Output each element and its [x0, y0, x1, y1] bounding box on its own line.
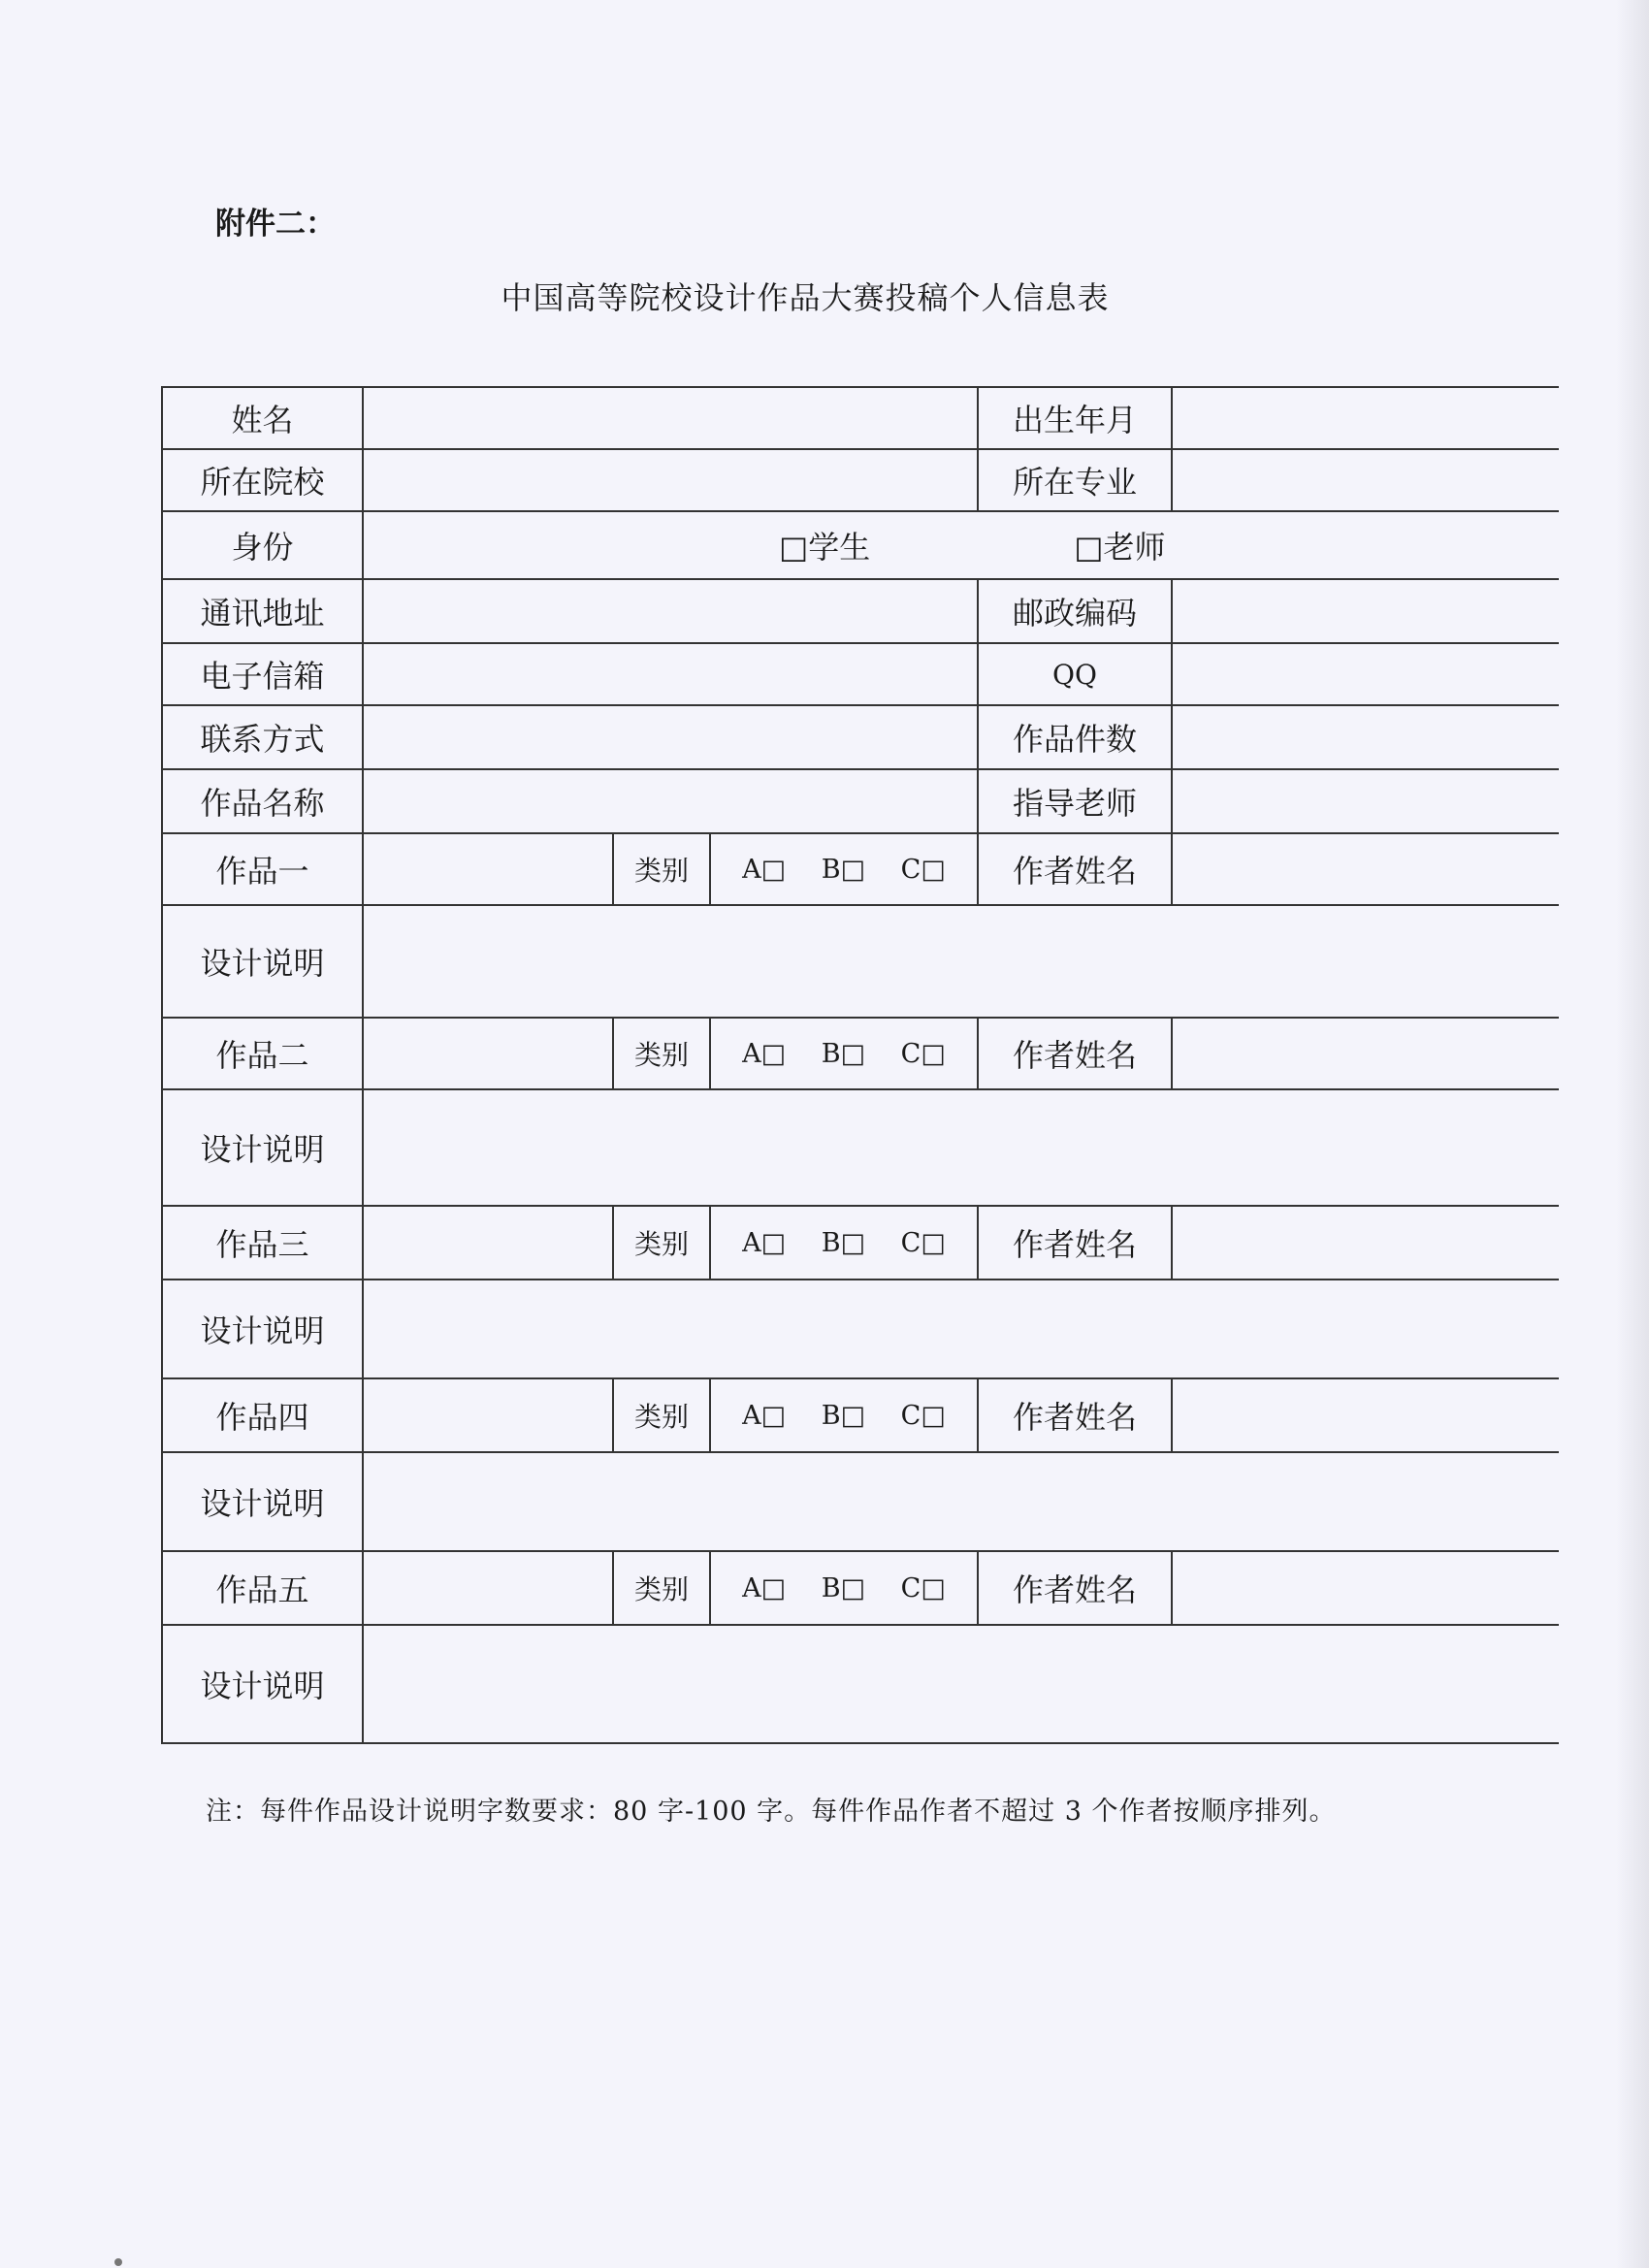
description-field[interactable]: [363, 1625, 1559, 1743]
category-label: 类别: [613, 833, 710, 905]
address-field[interactable]: [363, 579, 978, 643]
work-title-field[interactable]: [363, 1018, 613, 1089]
row-email: [162, 643, 1559, 705]
author-label: 作者姓名: [978, 1378, 1172, 1452]
identity-label: 身份: [162, 511, 363, 579]
author-field[interactable]: [1172, 1206, 1559, 1280]
info-form-table: [161, 386, 1559, 1744]
work-title-field[interactable]: [363, 1551, 613, 1625]
work-label: 作品四: [162, 1378, 363, 1452]
work-row: [162, 1018, 1559, 1089]
work-row: [162, 1551, 1559, 1625]
page-edge-shadow: [1616, 0, 1649, 2268]
work-row: [162, 1206, 1559, 1280]
form-title: 中国高等院校设计作品大赛投稿个人信息表: [501, 279, 1110, 316]
work-title-field[interactable]: [363, 1206, 613, 1280]
description-label: 设计说明: [162, 1625, 363, 1743]
author-field[interactable]: [1172, 1018, 1559, 1089]
author-label: 作者姓名: [978, 1018, 1172, 1089]
description-field[interactable]: [363, 1089, 1559, 1206]
major-label: 所在专业: [978, 449, 1172, 511]
work-row: [162, 1378, 1559, 1452]
work-label: 作品五: [162, 1551, 363, 1625]
work-label: 作品一: [162, 833, 363, 905]
identity-student-checkbox[interactable]: □学生: [779, 529, 871, 566]
author-field[interactable]: [1172, 833, 1559, 905]
footer-note: 注：每件作品设计说明字数要求：80 字-100 字。每件作品作者不超过 3 个作者按顺序排列。: [206, 1797, 1337, 1827]
category-options[interactable]: A□ B□ C□: [710, 1551, 978, 1625]
row-school: [162, 449, 1559, 511]
description-field[interactable]: [363, 905, 1559, 1018]
qq-field[interactable]: [1172, 643, 1559, 705]
advisor-label: 指导老师: [978, 769, 1172, 833]
row-contact: [162, 705, 1559, 769]
category-options[interactable]: A□ B□ C□: [710, 1206, 978, 1280]
identity-options: [363, 511, 1559, 579]
category-label: 类别: [613, 1018, 710, 1089]
category-label: 类别: [613, 1378, 710, 1452]
works-count-label: 作品件数: [978, 705, 1172, 769]
description-row: [162, 1452, 1559, 1551]
postcode-field[interactable]: [1172, 579, 1559, 643]
contact-label: 联系方式: [162, 705, 363, 769]
description-field[interactable]: [363, 1280, 1559, 1378]
category-options[interactable]: A□ B□ C□: [710, 1378, 978, 1452]
description-label: 设计说明: [162, 1280, 363, 1378]
description-row: [162, 1625, 1559, 1743]
name-field[interactable]: [363, 387, 978, 449]
author-field[interactable]: [1172, 1378, 1559, 1452]
work-title-field[interactable]: [363, 833, 613, 905]
attachment-label: 附件二：: [215, 207, 336, 242]
row-name: [162, 387, 1559, 449]
work-label: 作品二: [162, 1018, 363, 1089]
name-label: 姓名: [162, 387, 363, 449]
description-row: [162, 1280, 1559, 1378]
row-identity: [162, 511, 1559, 579]
author-field[interactable]: [1172, 1551, 1559, 1625]
category-options[interactable]: A□ B□ C□: [710, 1018, 978, 1089]
address-label: 通讯地址: [162, 579, 363, 643]
author-label: 作者姓名: [978, 1206, 1172, 1280]
advisor-field[interactable]: [1172, 769, 1559, 833]
contact-field[interactable]: [363, 705, 978, 769]
author-label: 作者姓名: [978, 1551, 1172, 1625]
scan-speck: [114, 2258, 122, 2266]
description-row: [162, 905, 1559, 1018]
category-label: 类别: [613, 1206, 710, 1280]
description-label: 设计说明: [162, 905, 363, 1018]
birth-field[interactable]: [1172, 387, 1559, 449]
email-field[interactable]: [363, 643, 978, 705]
work-name-label: 作品名称: [162, 769, 363, 833]
description-row: [162, 1089, 1559, 1206]
work-row: [162, 833, 1559, 905]
category-label: 类别: [613, 1551, 710, 1625]
description-field[interactable]: [363, 1452, 1559, 1551]
row-work-name: [162, 769, 1559, 833]
author-label: 作者姓名: [978, 833, 1172, 905]
work-label: 作品三: [162, 1206, 363, 1280]
qq-label: QQ: [978, 643, 1172, 705]
work-title-field[interactable]: [363, 1378, 613, 1452]
birth-label: 出生年月: [978, 387, 1172, 449]
category-options[interactable]: A□ B□ C□: [710, 833, 978, 905]
description-label: 设计说明: [162, 1452, 363, 1551]
identity-teacher-checkbox[interactable]: □老师: [1074, 529, 1166, 566]
row-address: [162, 579, 1559, 643]
school-label: 所在院校: [162, 449, 363, 511]
work-name-field[interactable]: [363, 769, 978, 833]
school-field[interactable]: [363, 449, 978, 511]
postcode-label: 邮政编码: [978, 579, 1172, 643]
description-label: 设计说明: [162, 1089, 363, 1206]
works-count-field[interactable]: [1172, 705, 1559, 769]
email-label: 电子信箱: [162, 643, 363, 705]
major-field[interactable]: [1172, 449, 1559, 511]
